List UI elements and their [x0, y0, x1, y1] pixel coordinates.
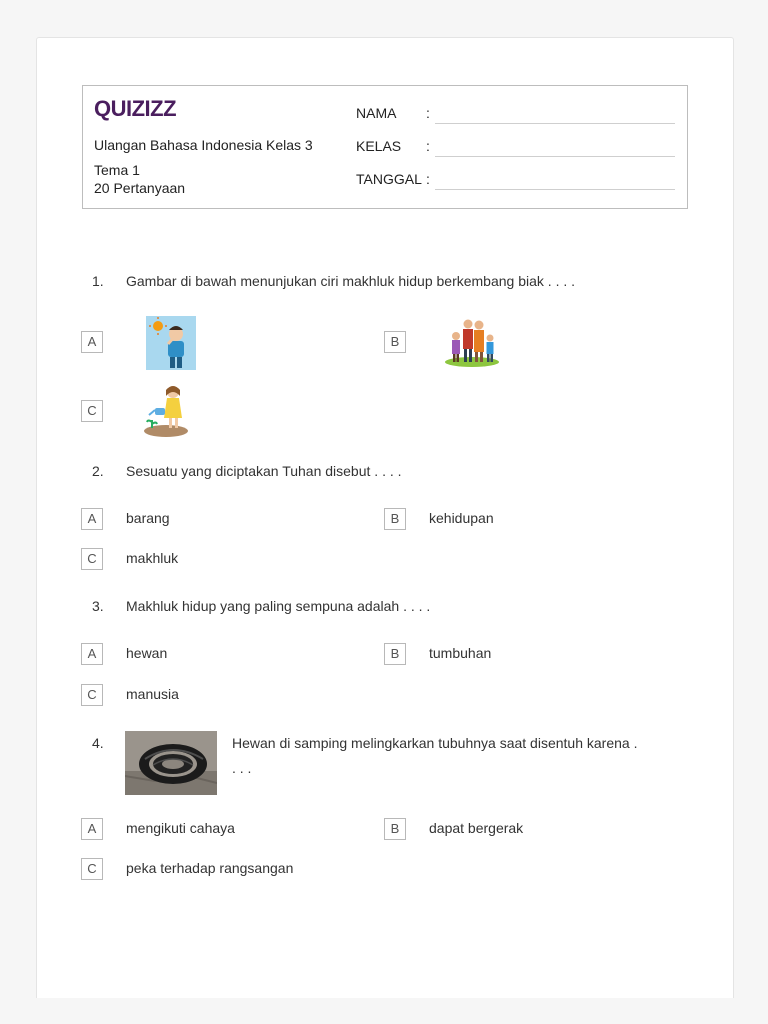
- question-3-option-a[interactable]: A: [81, 643, 103, 665]
- question-1-option-a[interactable]: A: [81, 331, 103, 353]
- worksheet-header: [82, 85, 688, 209]
- question-4-option-a[interactable]: A: [81, 818, 103, 840]
- date-blank-line[interactable]: [435, 189, 675, 190]
- question-4-text-line-2: . . .: [232, 760, 252, 776]
- question-2-option-c-text: makhluk: [126, 550, 179, 566]
- quiz-theme: Tema 1: [94, 162, 140, 178]
- question-2-option-a[interactable]: A: [81, 508, 103, 530]
- question-1-number: 1.: [92, 273, 104, 289]
- question-3-option-b-text: tumbuhan: [429, 645, 492, 661]
- quizizz-logo: QUIZIZZ: [94, 96, 177, 121]
- question-4-option-b[interactable]: B: [384, 818, 406, 840]
- millipede-image: [125, 731, 217, 795]
- question-2-number: 2.: [92, 463, 104, 479]
- quiz-question-count: 20 Pertanyaan: [94, 180, 186, 196]
- question-3-option-c-text: manusia: [126, 686, 179, 702]
- date-field: TANGGAL :: [356, 171, 430, 187]
- question-4-option-b-text: dapat bergerak: [429, 820, 524, 836]
- question-4-text-line-1: Hewan di samping melingkarkan tubuhnya saat disentuh karena .: [232, 735, 638, 751]
- question-4-option-c[interactable]: C: [81, 858, 103, 880]
- question-1-option-c[interactable]: C: [81, 400, 103, 422]
- child-in-sun-image: [146, 316, 196, 370]
- girl-watering-plant-image: [142, 382, 190, 438]
- class-blank-line[interactable]: [435, 156, 675, 157]
- question-2-option-b-text: kehidupan: [429, 510, 494, 526]
- question-3-text: Makhluk hidup yang paling sempuna adalah . . . .: [126, 598, 431, 614]
- name-field: NAMA :: [356, 105, 430, 121]
- question-2-option-a-text: barang: [126, 510, 170, 526]
- family-image: [444, 316, 500, 368]
- class-field: KELAS :: [356, 138, 430, 154]
- question-3-option-b[interactable]: B: [384, 643, 406, 665]
- quiz-meta: [94, 161, 185, 197]
- question-4-option-a-text: mengikuti cahaya: [126, 820, 235, 836]
- question-3-option-a-text: hewan: [126, 645, 168, 661]
- question-3-number: 3.: [92, 598, 104, 614]
- question-2-text: Sesuatu yang diciptakan Tuhan disebut . . . .: [126, 463, 402, 479]
- question-2-option-b[interactable]: B: [384, 508, 406, 530]
- quiz-title: Ulangan Bahasa Indonesia Kelas 3: [94, 137, 313, 153]
- question-4-option-c-text: peka terhadap rangsangan: [126, 860, 294, 876]
- question-1-text: Gambar di bawah menunjukan ciri makhluk hidup berkembang biak . . . .: [126, 273, 576, 289]
- question-4-number: 4.: [92, 735, 104, 751]
- question-2-option-c[interactable]: C: [81, 548, 103, 570]
- question-1-option-b[interactable]: B: [384, 331, 406, 353]
- question-3-option-c[interactable]: C: [81, 684, 103, 706]
- name-blank-line[interactable]: [435, 123, 675, 124]
